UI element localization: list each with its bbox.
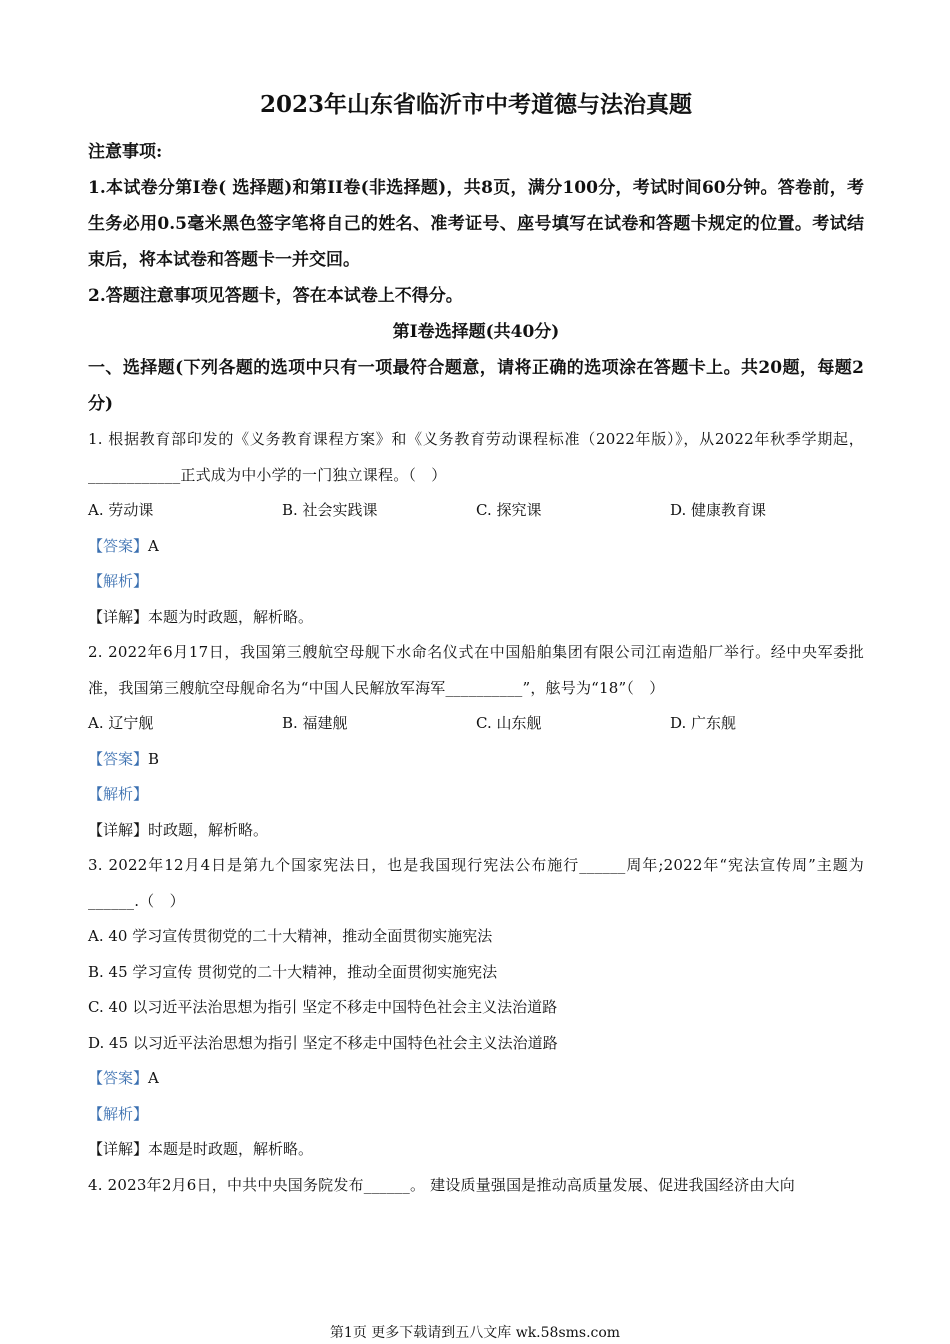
detail-line <box>88 600 864 636</box>
answer-tag: 【答案】 <box>88 536 149 555</box>
analysis-tag: 【解析】 <box>88 785 149 803</box>
option-b: B. 社会实践课 <box>282 501 378 519</box>
answer-value: B <box>148 749 160 768</box>
analysis-tag: 【解析】 <box>88 572 149 590</box>
question-stem: 3. 2022年12月4日是第九个国家宪法日，也是我国现行宪法公布施行______周年;2022年“宪法宣传周”主题为______.（ ） <box>88 856 864 910</box>
answer-value: A <box>148 536 159 555</box>
detail-tag: 【详解】 <box>88 820 149 839</box>
page-title: 2023年山东省临沂市中考道德与法治真题 <box>259 91 692 118</box>
option-d: D. 健康教育课 <box>670 501 767 519</box>
question-2 <box>88 635 864 848</box>
analysis-line <box>88 777 864 813</box>
answer-line <box>88 529 864 565</box>
option-b: B. 45 学习宣传 贯彻党的二十大精神，推动全面贯彻实施宪法 <box>88 962 498 981</box>
option-d: D. 45 以习近平法治思想为指引 坚定不移走中国特色社会主义法治道路 <box>88 1033 558 1052</box>
answer-value: A <box>148 1069 159 1087</box>
answer-tag: 【答案】 <box>88 749 149 768</box>
option-a: A. 40 学习宣传贯彻党的二十大精神，推动全面贯彻实施宪法 <box>88 927 493 945</box>
notice-item-2: 2.答题注意事项见答题卡，答在本试卷上不得分。 <box>88 286 463 306</box>
option-a: A. 劳动课 <box>88 501 154 519</box>
page-content <box>88 84 864 1203</box>
option-b: B. 福建舰 <box>282 714 348 732</box>
question-stem: 2. 2022年6月17日，我国第三艘航空母舰下水命名仪式在中国船舶集团有限公司江南造船厂举行。经中央军委批准，我国第三艘航空母舰命名为“中国人民解放军海军__________”，舷号为“18”（ ） <box>88 643 864 697</box>
question-1 <box>88 422 864 635</box>
page-footer: 第1页 更多下载请到五八文库 wk.58sms.com <box>329 1325 621 1341</box>
option-d: D. 广东舰 <box>670 714 737 732</box>
answer-line <box>88 1061 864 1097</box>
detail-tag: 【详解】 <box>88 607 149 626</box>
options-row <box>88 706 864 742</box>
option-c: C. 40 以习近平法治思想为指引 坚定不移走中国特色社会主义法治道路 <box>88 998 558 1016</box>
notice-heading: 注意事项: <box>88 142 163 162</box>
question-4 <box>88 1168 864 1204</box>
question-stem: 1. 根据教育部印发的《义务教育课程方案》和《义务教育劳动课程标准（2022年版）》，从2022年秋季学期起，____________正式成为中小学的一门独立课程。（ ） <box>88 430 864 484</box>
question-3 <box>88 848 864 1168</box>
option-a: A. 辽宁舰 <box>88 714 154 732</box>
detail-text: 时政题，解析略。 <box>148 820 269 839</box>
section-title: 第I卷选择题(共40分) <box>392 322 560 342</box>
detail-tag: 【详解】 <box>88 1140 149 1158</box>
question-stem: 4. 2023年2月6日，中共中央国务院发布______。 建设质量强国是推动高质量发展、促进我国经济由大向 <box>88 1175 795 1194</box>
answer-tag: 【答案】 <box>88 1069 149 1087</box>
notice-item-1: 1.本试卷分第I卷( 选择题)和第II卷(非选择题)，共8页，满分100分，考试时间60分钟。答卷前，考生务必用0.5毫米黑色签字笔将自己的姓名、准考证号、座号填写在试卷和答题卡规定的位置。考试结束后，将本试卷和答题卡一并交回。 <box>88 178 864 270</box>
detail-text: 本题为时政题，解析略。 <box>148 607 314 626</box>
detail-text: 本题是时政题，解析略。 <box>148 1140 314 1158</box>
analysis-line <box>88 564 864 600</box>
option-c: C. 探究课 <box>476 501 542 519</box>
answer-line <box>88 742 864 778</box>
options-row <box>88 493 864 529</box>
section-instruction: 一、选择题(下列各题的选项中只有一项最符合题意，请将正确的选项涂在答题卡上。共20题，每题2分) <box>88 358 864 414</box>
analysis-line <box>88 1097 864 1133</box>
detail-line <box>88 1132 864 1168</box>
detail-line <box>88 813 864 849</box>
analysis-tag: 【解析】 <box>88 1104 149 1123</box>
option-c: C. 山东舰 <box>476 714 542 732</box>
